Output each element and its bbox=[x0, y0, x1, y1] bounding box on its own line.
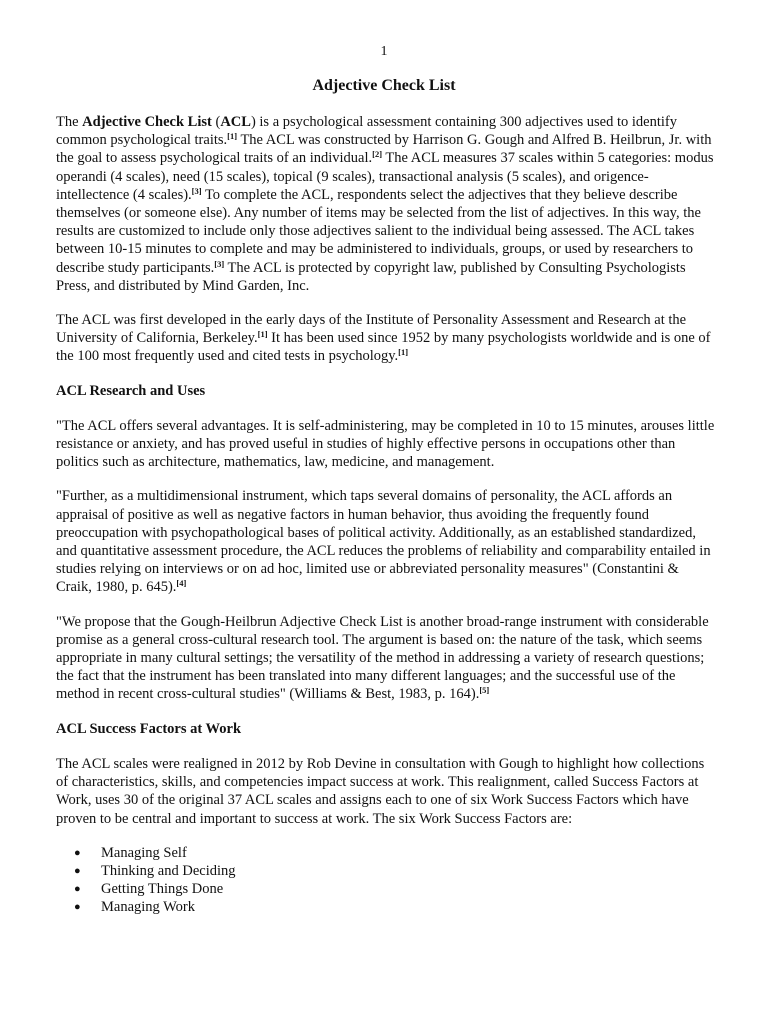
success-paragraph: The ACL scales were realigned in 2012 by Rob Devine in consultation with Gough to highlight how collections of characteristics, skills, and competencies impact success at work. This realignment, called Success Factors at Work, uses 30 of the original 37 ACL scales and assigns each to one of six Work Success Factors which have proven to be central and important to success at work. The six Work Success Factors are: bbox=[56, 755, 705, 827]
list-item bbox=[74, 844, 718, 862]
document-title: Adjective Check List bbox=[312, 77, 456, 94]
citation-ref[interactable]: [1] bbox=[257, 329, 268, 340]
research-quote-3 bbox=[56, 613, 718, 704]
acl-abbreviation: ACL bbox=[220, 114, 251, 130]
research-heading: ACL Research and Uses bbox=[56, 382, 206, 399]
bullet-icon: ● bbox=[74, 864, 81, 877]
list-item bbox=[74, 898, 718, 916]
page-number: 1 bbox=[380, 44, 388, 59]
intro-sentence-2: The ACL was constructed by Harrison G. Gough and Alfred B. Heilbrun, Jr. with the goal to assess psychological traits of an individual. bbox=[56, 132, 712, 167]
history-sentence-1: The ACL was first developed in the early days of the Institute of Personality Assessment and Research at the University of California, Berkeley. bbox=[56, 312, 687, 347]
citation-ref[interactable]: [1] bbox=[227, 131, 238, 142]
history-paragraph bbox=[56, 311, 718, 366]
citation-ref[interactable]: [5] bbox=[479, 685, 490, 696]
intro-paren: ( bbox=[211, 114, 221, 130]
success-heading: ACL Success Factors at Work bbox=[56, 720, 242, 737]
citation-ref[interactable]: [3] bbox=[214, 258, 225, 269]
citation-ref[interactable]: [3] bbox=[191, 185, 202, 196]
list-item-label: Managing Work bbox=[101, 899, 196, 916]
intro-lead: The bbox=[56, 114, 83, 130]
bullet-icon: ● bbox=[74, 883, 81, 896]
citation-ref[interactable]: [2] bbox=[372, 149, 383, 160]
citation-ref[interactable]: [4] bbox=[176, 578, 187, 589]
research-quote-2 bbox=[56, 487, 718, 596]
success-factors-list bbox=[56, 844, 718, 917]
research-quote-2-text: "Further, as a multidimensional instrument, which taps several domains of personality, the ACL affords an appraisal of positive as well as negative factors in human behavior, thus avoiding the frequently found preoccupation with psychopathological bases of political activity. Additionally, as an established standardized, and quantitative assessment procedure, the ACL reduces the problems of reliability and comparability entailed in studies relying on interviews or on ad hoc, limited use or abbreviated personality measures" (Constantini & Craik, 1980, p. 645). bbox=[56, 488, 711, 596]
bullet-icon: ● bbox=[74, 901, 81, 914]
intro-sentence-3: The ACL measures 37 scales within 5 categories: modus operandi (4 scales), need (15 scales), topical (9 scales), transactional analysis (5 scales), and origence-intellectence (4 scales). bbox=[56, 150, 714, 203]
intro-sentence-4: To complete the ACL, respondents select the adjectives that they believe describe themselves (or someone else). Any number of items may be selected from the list of adjectives. In this way, the results are customized to include only those adjectives salient to the individual being assessed. The ACL takes between 10-15 minutes to complete and may be administered to individuals, groups, or used by researchers to describe study participants. bbox=[56, 186, 701, 276]
history-sentence-2: It has been used since 1952 by many psychologists worldwide and is one of the 100 most frequently used and cited tests in psychology. bbox=[56, 330, 711, 365]
bullet-icon: ● bbox=[74, 846, 81, 859]
list-item-label: Getting Things Done bbox=[101, 881, 224, 898]
research-quote-3-text: "We propose that the Gough-Heilbrun Adjective Check List is another broad-range instrument with considerable promise as a general cross-cultural research tool. The argument is based on: the nature of the task, which seems appropriate in many cultural settings; the versatility of the method in addressing a variety of research questions; the fact that the instrument has been translated into many different languages; and the successful use of the method in recent cross-cultural studies" (Williams & Best, 1983, p. 164). bbox=[56, 613, 709, 703]
list-item-label: Thinking and Deciding bbox=[101, 862, 236, 879]
document-body bbox=[56, 113, 718, 917]
intro-paragraph bbox=[56, 113, 718, 295]
intro-sentence-1: ) is a psychological assessment containing 300 adjectives used to identify common psychological traits. bbox=[56, 114, 677, 149]
citation-ref[interactable]: [1] bbox=[398, 347, 409, 358]
list-item-label: Managing Self bbox=[101, 844, 187, 861]
list-item bbox=[74, 880, 718, 898]
list-item bbox=[74, 862, 718, 880]
research-quote-1: "The ACL offers several advantages. It is self-administering, may be completed in 10 to 15 minutes, arouses little resistance or anxiety, and has proved useful in studies of highly effective persons in occupations other than politics such as architecture, mathematics, law, medicine, and management. bbox=[56, 417, 715, 471]
intro-sentence-5: The ACL is protected by copyright law, published by Consulting Psychologists Press, and distributed by Mind Garden, Inc. bbox=[56, 259, 686, 294]
acl-full-name: Adjective Check List bbox=[82, 114, 212, 130]
